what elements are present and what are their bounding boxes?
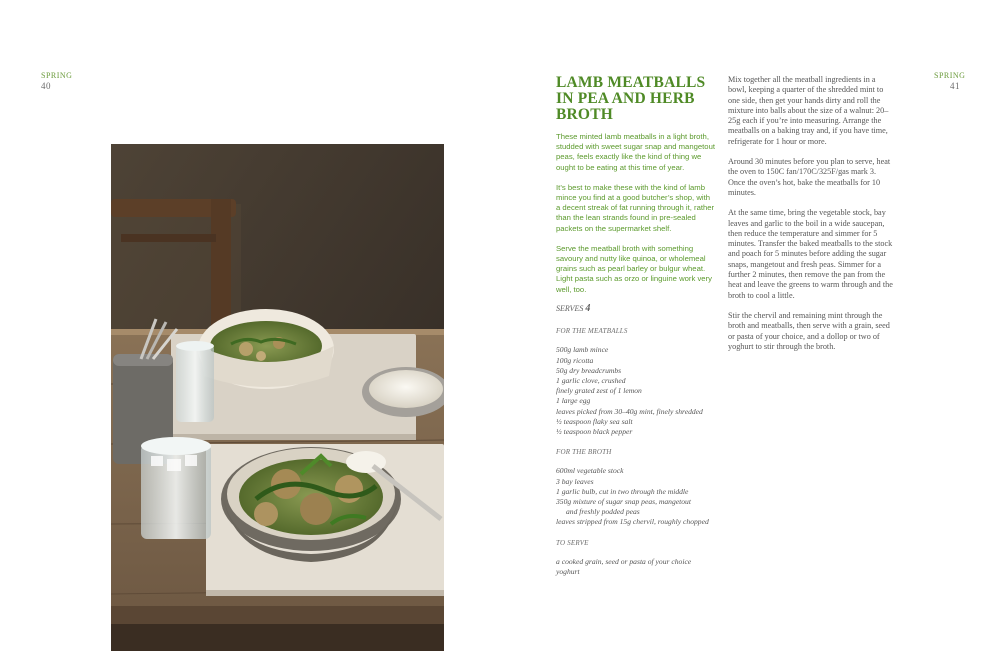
ingredient-item: a cooked grain, seed or pasta of your choice — [556, 556, 692, 566]
ingredient-item: 350g mixture of sugar snap peas, mangetout — [556, 497, 691, 507]
method-paragraph: Stir the chervil and remaining mint through the broth and meatballs, then serve with a grain, seed or pasta of your choice, and a dollop or two of yoghurt to stir through the broth. — [728, 310, 890, 351]
ingredient-item: and freshly podded peas — [566, 507, 640, 517]
ingredient-item: ½ teaspoon flaky sea salt — [556, 416, 633, 426]
intro-paragraph: These minted lamb meatballs in a light broth, studded with sweet sugar snap and mangetout peas, feels exactly like the kind of thing we ought to be eating at this time of year. — [556, 132, 715, 172]
ingredient-item: 1 garlic bulb, cut in two through the middle — [556, 486, 689, 496]
ingredient-group-heading: FOR THE BROTH — [556, 448, 612, 457]
serves-label: SERVES — [556, 304, 584, 313]
method-paragraph: At the same time, bring the vegetable stock, bay leaves and garlic to the boil in a wide saucepan, then reduce the temperature and simmer for 5 minutes. Transfer the baked meatballs to the stock and poach for 5 minutes before adding the sugar snaps, mangetout and fresh peas. Simmer for a further 2 minutes, then remove the pan from the heat and leave the greens to warm through and the broth to cool a little. — [728, 208, 893, 300]
recipe-title: LAMB MEATBALLS IN PEA AND HERB BROTH — [556, 74, 706, 123]
left-folio — [41, 71, 72, 91]
ingredient-list — [556, 466, 721, 527]
recipe-photo — [111, 144, 444, 651]
ingredient-group-heading: TO SERVE — [556, 538, 589, 547]
method-column — [728, 75, 893, 362]
ingredient-item: leaves stripped from 15g chervil, roughly chopped — [556, 517, 709, 527]
ingredients-column — [556, 304, 721, 587]
ingredient-item: 3 bay leaves — [556, 476, 594, 486]
ingredient-item: finely grated zest of 1 lemon — [556, 386, 642, 396]
intro-paragraph: It’s best to make these with the kind of lamb mince you find at a good butcher’s shop, with a decent streak of fat running through it, rather than the lean strands found in pre-sealed packets on the supermarket shelf. — [556, 182, 715, 233]
left-section-label: SPRING — [41, 71, 73, 80]
recipe-intro — [556, 132, 716, 305]
ingredient-item: leaves picked from 30–40g mint, finely shredded — [556, 406, 703, 416]
ingredient-item: 50g dry breadcrumbs — [556, 365, 622, 375]
ingredient-list — [556, 345, 721, 437]
right-folio — [934, 71, 966, 91]
right-page-number: 41 — [950, 81, 960, 91]
serves-line — [556, 304, 721, 314]
ingredient-item: 1 garlic clove, crushed — [556, 376, 626, 386]
left-page-number: 40 — [41, 81, 51, 91]
ingredient-item: 1 large egg — [556, 396, 591, 406]
ingredient-group-heading: FOR THE MEATBALLS — [556, 327, 628, 336]
ingredient-item: ½ teaspoon black pepper — [556, 427, 633, 437]
right-section-label: SPRING — [934, 71, 966, 80]
serves-value: 4 — [585, 303, 591, 314]
method-paragraph: Around 30 minutes before you plan to serve, heat the oven to 150C fan/170C/325F/gas mark 3. Once the oven’s hot, bake the meatballs for 10 minutes. — [728, 157, 891, 197]
intro-paragraph: Serve the meatball broth with something savoury and nutty like quinoa, or wholemeal grains such as pearl barley or bulgur wheat. Light pasta such as orzo or linguine work very well, too. — [556, 243, 712, 294]
ingredient-item: 100g ricotta — [556, 355, 594, 365]
ingredient-item: 500g lamb mince — [556, 345, 609, 355]
ingredient-item: yoghurt — [556, 567, 580, 577]
ingredient-item: 600ml vegetable stock — [556, 466, 624, 476]
ingredient-list — [556, 557, 721, 577]
method-paragraph: Mix together all the meatball ingredients in a bowl, keeping a quarter of the shredded mint to one side, then get your hands dirty and roll the mixture into balls about the size of a walnut: 20–25g each if you’re into measuring. Arrange the meatballs on a baking tray and, if you have time, refrigerate for 1 hour or more. — [728, 75, 889, 146]
